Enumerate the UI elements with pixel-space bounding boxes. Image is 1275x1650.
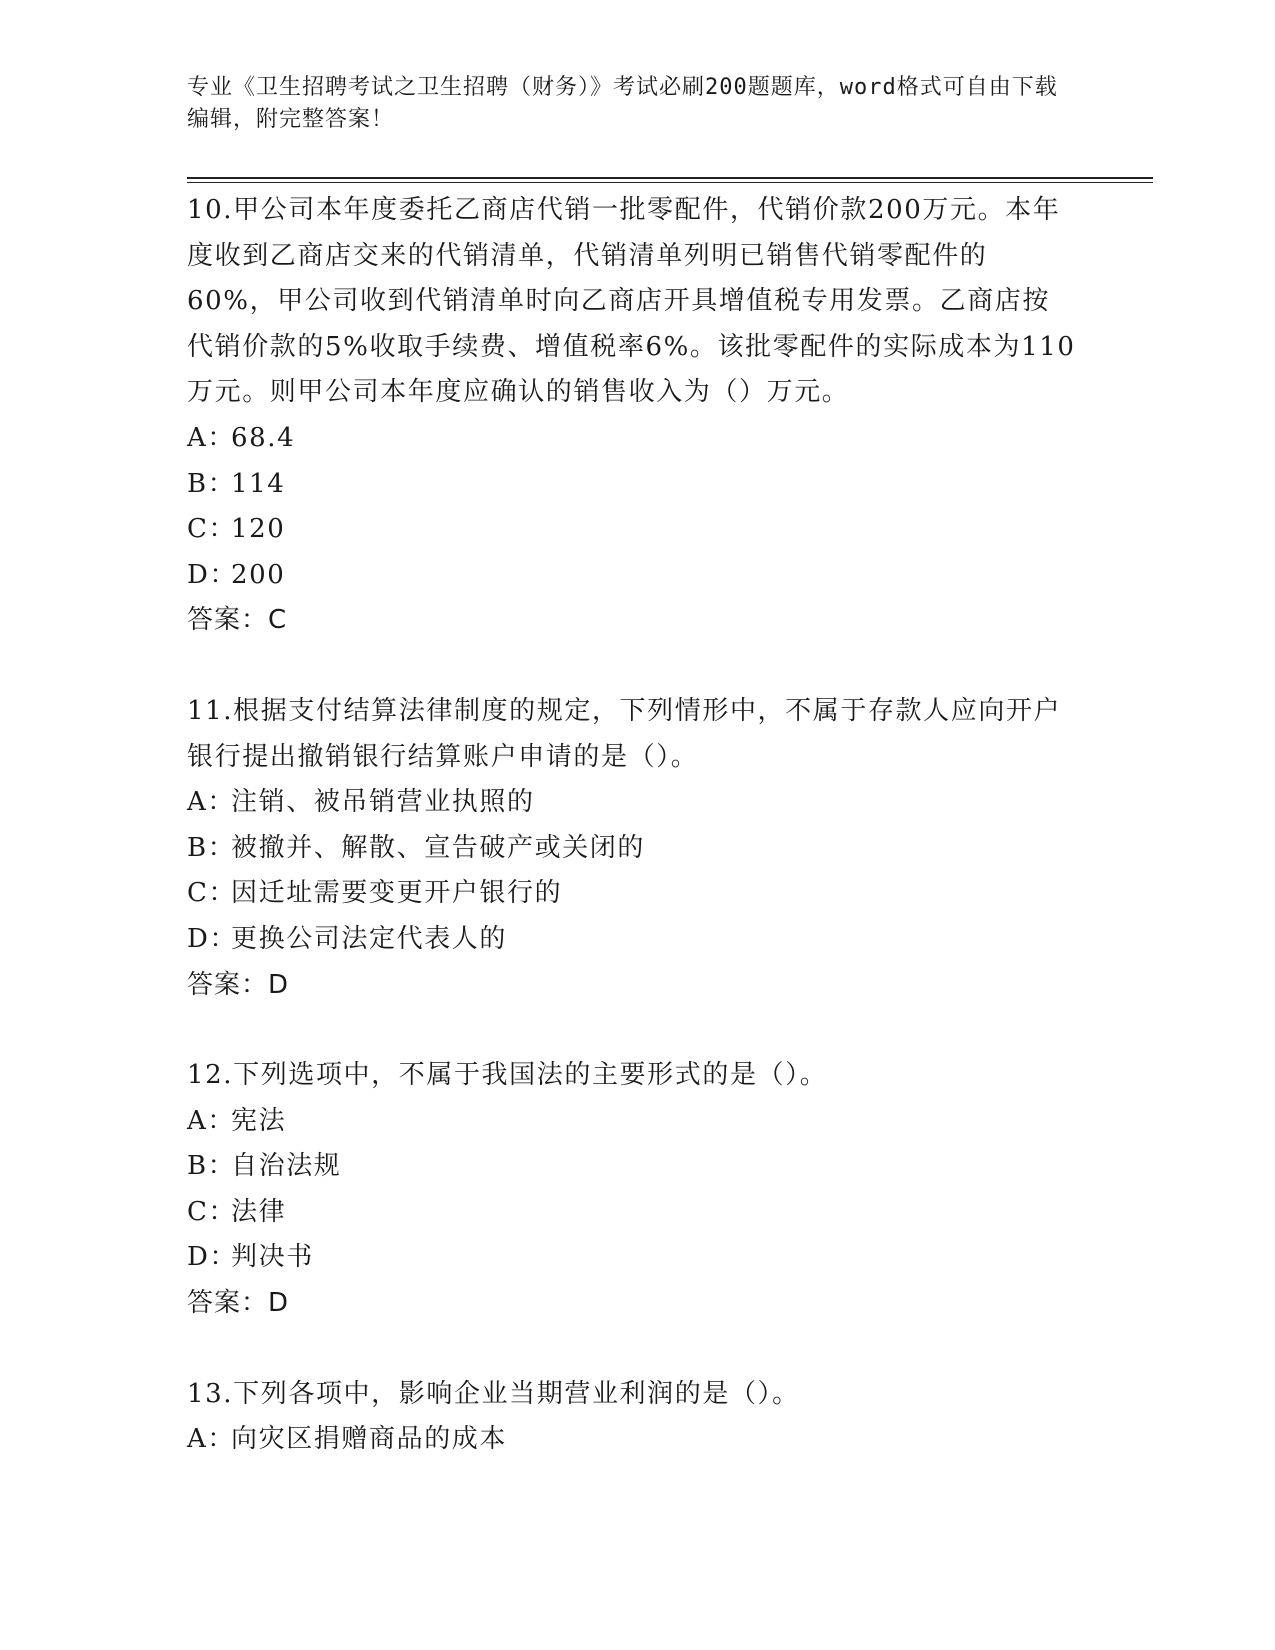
option-d — [187, 1235, 1077, 1281]
header-rule-thick — [187, 177, 1153, 179]
option-a — [187, 416, 1077, 462]
option-text: 判决书 — [231, 1242, 314, 1273]
option-key: C： — [187, 514, 237, 545]
option-a — [187, 780, 1077, 826]
question-11 — [187, 689, 1077, 1008]
question-list — [187, 188, 1077, 1508]
option-key: A： — [187, 1424, 235, 1455]
answer-line: 答案：C — [187, 605, 288, 636]
option-text: 68.4 — [231, 422, 296, 453]
question-stem: 12.下列选项中，不属于我国法的主要形式的是（）。 — [187, 1060, 828, 1091]
question-stem: 10.甲公司本年度委托乙商店代销一批零配件，代销价款200万元。本年度收到乙商店交来的代销清单，代销清单列明已销售代销零配件的60%，甲公司收到代销清单时向乙商店开具增值税专用发票。乙商店按代销价款的5%收取手续费、增值税率6%。该批零配件的实际成本为110万元。则甲公司本年度应确认的销售收入为（）万元。 — [187, 195, 1076, 408]
question-stem: 11.根据支付结算法律制度的规定，下列情形中，不属于存款人应向开户银行提出撤销银行结算账户申请的是（）。 — [187, 695, 1062, 772]
question-13 — [187, 1372, 1077, 1463]
option-d — [187, 553, 1077, 599]
option-text: 法律 — [231, 1196, 287, 1227]
option-text: 200 — [231, 559, 286, 590]
option-key: B： — [187, 468, 236, 499]
option-text: 被撤并、解散、宣告破产或关闭的 — [231, 832, 646, 863]
option-key: A： — [187, 422, 235, 453]
option-c — [187, 507, 1077, 553]
option-key: D： — [187, 923, 238, 954]
option-c — [187, 1190, 1077, 1236]
answer-line: 答案：D — [187, 1288, 290, 1319]
option-key: D： — [187, 1242, 238, 1273]
document-header: 专业《卫生招聘考试之卫生招聘（财务）》考试必刷200题题库，word格式可自由下载编辑，附完整答案！ — [187, 75, 1058, 132]
answer-line: 答案：D — [187, 969, 290, 1000]
question-stem: 13.下列各项中，影响企业当期营业利润的是（）。 — [187, 1378, 800, 1409]
option-text: 更换公司法定代表人的 — [231, 923, 508, 954]
option-text: 120 — [231, 514, 286, 545]
header-rule-thin — [187, 182, 1153, 183]
option-a — [187, 1417, 1077, 1463]
option-text: 自治法规 — [231, 1151, 342, 1182]
option-b — [187, 826, 1077, 872]
option-a — [187, 1099, 1077, 1145]
option-text: 宪法 — [231, 1105, 287, 1136]
option-text: 114 — [231, 468, 286, 499]
option-text: 向灾区捐赠商品的成本 — [231, 1424, 508, 1455]
option-key: D： — [187, 559, 238, 590]
option-key: B： — [187, 1151, 236, 1182]
option-key: C： — [187, 1196, 237, 1227]
option-key: B： — [187, 832, 236, 863]
option-key: A： — [187, 787, 235, 818]
option-b — [187, 462, 1077, 508]
option-text: 因迁址需要变更开户银行的 — [231, 878, 563, 909]
option-b — [187, 1144, 1077, 1190]
option-key: C： — [187, 878, 237, 909]
option-d — [187, 917, 1077, 963]
option-key: A： — [187, 1105, 235, 1136]
question-10 — [187, 188, 1077, 644]
option-c — [187, 871, 1077, 917]
option-text: 注销、被吊销营业执照的 — [231, 787, 535, 818]
question-12 — [187, 1053, 1077, 1327]
